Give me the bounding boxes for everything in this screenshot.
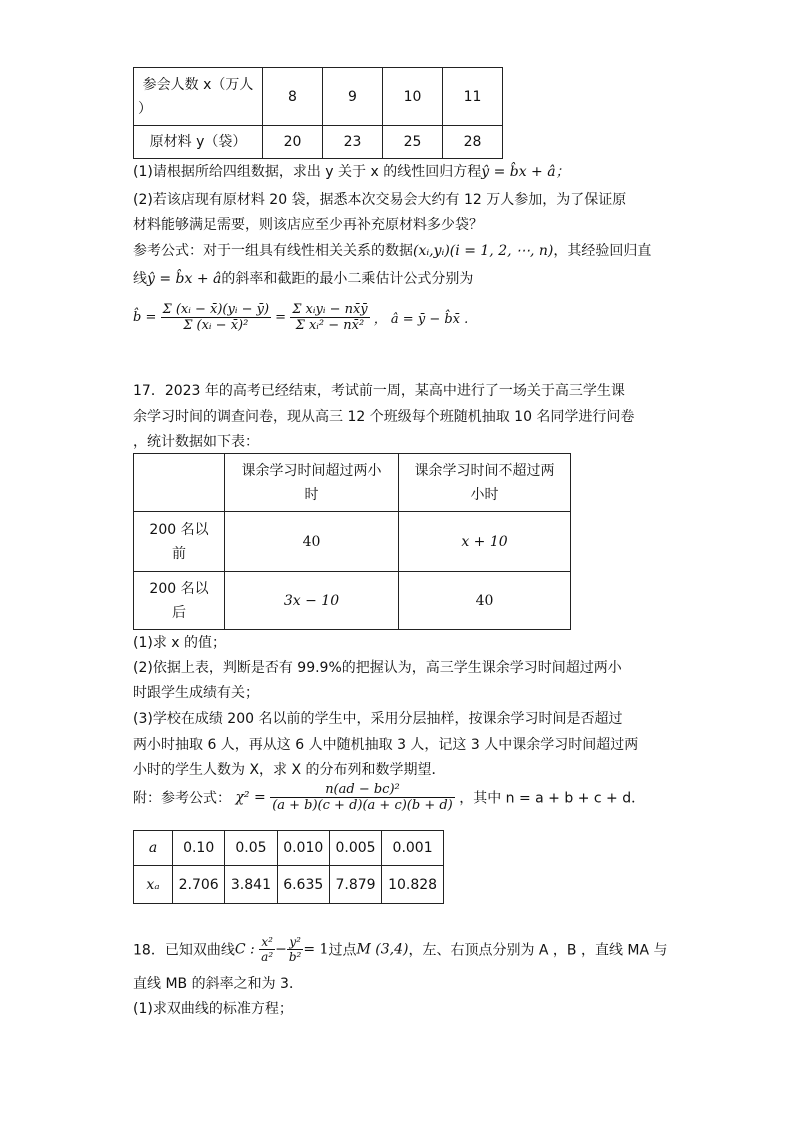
least-squares-formula (133, 302, 468, 333)
hyperbola-label: C : (234, 941, 255, 958)
chi-square-tail: ，其中 n = a + b + c + d． (459, 790, 646, 807)
reference-text-tail: 的斜率和截距的最小二乘估计公式分别为 (221, 271, 474, 287)
row-header-text: 200 名以 (149, 580, 209, 597)
table-cell-text: ） (138, 100, 152, 117)
fraction-denominator: Σ xᵢ² − nx̄² (295, 318, 365, 333)
fraction-numerator: Σ (xᵢ − x̄)(yᵢ − ȳ) (162, 302, 270, 317)
table-row (134, 68, 503, 126)
x-squared-fraction (259, 935, 275, 964)
chi-square-formula (133, 782, 645, 813)
row-header-materials: 原材料 y（袋） (134, 126, 263, 159)
q18-line1 (133, 935, 668, 964)
table-cell: 8 (263, 68, 323, 126)
table-cell: 28 (443, 126, 503, 159)
numerator-expression: xᵢyᵢ − nx̄ȳ (305, 302, 368, 317)
q17-part2-line2: 时跟学生成绩有关； (133, 685, 259, 701)
table-cell: 3x − 10 (225, 572, 399, 630)
q17-line2: 余学习时间的调查问卷，现从高三 12 个班级每个班随机抽取 10 名同学进行问卷 (133, 409, 635, 425)
table-cell: 3.841 (225, 866, 277, 904)
row-header-text: 前 (172, 545, 186, 562)
q17-part3-line2: 两小时抽取 6 人，再从这 6 人中随机抽取 3 人，记这 3 人中课余学习时间超过两 (133, 737, 639, 753)
q16-part2-line2: 材料能够满足需要，则该店应至少再补充原材料多少袋？ (133, 217, 483, 233)
q16-part2-line1: (2)若该店现有原材料 20 袋，据悉本次交易会大约有 12 万人参加，为了保证原 (133, 192, 627, 208)
fraction-numerator: x² (259, 935, 275, 950)
denominator-expression: (xᵢ − x̄)² (196, 318, 249, 333)
table-cell: 0.001 (382, 831, 444, 866)
table-cell-text: 参会人数 x（万人 (142, 76, 254, 93)
data-pairs-formula: (xᵢ,yᵢ)(i = 1, 2, ⋯, n) (413, 243, 554, 259)
point-m: M (3,4) (356, 941, 409, 958)
fraction-numerator: Σ xᵢyᵢ − nx̄ȳ (292, 302, 368, 317)
row-header-top-200 (134, 512, 225, 572)
q16-reference-line1 (133, 239, 651, 263)
numerator-expression: (xᵢ − x̄)(yᵢ − ȳ) (175, 302, 270, 317)
header-text: 课余学习时间超过两小 (241, 462, 382, 479)
header-text: 小时 (470, 486, 499, 503)
table-row (134, 572, 571, 630)
fraction-denominator: b² (288, 950, 302, 964)
q17-part3-line3: 小时的学生人数为 X，求 X 的分布列和数学期望． (133, 762, 446, 778)
row-header-critical-value: xₐ (134, 866, 173, 904)
table-cell: 0.10 (173, 831, 225, 866)
q16-reference-line2 (133, 267, 473, 291)
equals-sign: = (275, 310, 287, 325)
table-cell: 40 (399, 572, 571, 630)
table-row (134, 454, 571, 512)
q18-text: 过点 (328, 942, 357, 959)
header-text: 课余学习时间不超过两 (414, 462, 555, 479)
minus-sign: − (275, 941, 287, 958)
regression-formula: ŷ = b̂x + â； (481, 164, 570, 180)
b-hat-fraction-1 (161, 302, 272, 333)
table-cell: 20 (263, 126, 323, 159)
column-header-not-over-two-hours (399, 454, 571, 512)
fraction-numerator: n(ad − bc)² (270, 782, 455, 798)
q16-part1-text: (1)请根据所给四组数据，求出 y 关于 x 的线性回归方程 (133, 164, 482, 180)
q18-line2: 直线 MB 的斜率之和为 3． (133, 976, 303, 992)
q18-text: 18．已知双曲线 (133, 942, 235, 959)
table-cell: 2.706 (173, 866, 225, 904)
q17-part3-line1: (3)学校在成绩 200 名以前的学生中，采用分层抽样，按课余学习时间是否超过 (133, 711, 623, 727)
b-hat-label: b̂ = (133, 310, 157, 325)
table-cell: 10.828 (382, 866, 444, 904)
reference-label: 附：参考公式： (133, 790, 231, 807)
table-cell: 23 (323, 126, 383, 159)
table-corner-cell (134, 454, 225, 512)
chi-square-fraction (270, 782, 455, 813)
table-row (134, 126, 503, 159)
row-header-participants (134, 68, 263, 126)
regression-line-formula: ŷ = b̂x + â (147, 271, 222, 287)
table-cell: 25 (383, 126, 443, 159)
table-cell: 0.010 (277, 831, 329, 866)
table-cell: 40 (225, 512, 399, 572)
q17-line3: ，统计数据如下表： (133, 434, 259, 450)
table-cell: 0.05 (225, 831, 277, 866)
fraction-numerator: y² (287, 935, 304, 950)
table-row (134, 866, 444, 904)
reference-text-tail: ，其经验回归直 (553, 243, 652, 259)
table-cell: 0.005 (329, 831, 381, 866)
fraction-denominator: a² (261, 950, 274, 964)
row-header-alpha: a (134, 831, 173, 866)
study-time-table (133, 453, 571, 630)
y-squared-fraction (287, 935, 304, 964)
q17-line1: 17．2023 年的高考已经结束，考试前一周，某高中进行了一场关于高三学生课 (133, 383, 625, 399)
q17-part2-line1: (2)依据上表，判断是否有 99.9%的把握认为，高三学生课余学习时间超过两小 (133, 660, 622, 676)
table-cell: 7.879 (329, 866, 381, 904)
row-header-after-200 (134, 572, 225, 630)
row-header-text: 200 名以 (149, 521, 209, 538)
header-text: 时 (304, 486, 319, 503)
table-cell: 11 (443, 68, 503, 126)
table-cell: 6.635 (277, 866, 329, 904)
a-hat-formula: ， â = ȳ − b̂x̄ . (373, 312, 469, 327)
reference-text: 线 (133, 271, 147, 287)
row-header-text: 后 (172, 604, 186, 621)
equation-rhs: = 1 (303, 941, 329, 958)
q18-text-tail: ，左、右顶点分别为 A ，B ，直线 MA 与 (408, 942, 668, 959)
fraction-denominator: Σ (xᵢ − x̄)² (183, 318, 249, 333)
fraction-denominator: (a + b)(c + d)(a + c)(b + d) (272, 798, 453, 813)
q18-part1: (1)求双曲线的标准方程； (133, 1001, 293, 1017)
critical-value-table (133, 830, 444, 904)
reference-text: 参考公式：对于一组具有线性相关关系的数据 (133, 243, 413, 259)
table-cell: 9 (323, 68, 383, 126)
participants-materials-table (133, 67, 503, 159)
b-hat-fraction-2 (290, 302, 369, 333)
table-cell: 10 (383, 68, 443, 126)
q16-part1 (133, 160, 570, 184)
q17-part1: (1)求 x 的值； (133, 635, 227, 651)
chi-square-lhs: χ² = (235, 789, 266, 806)
column-header-over-two-hours (225, 454, 399, 512)
table-row (134, 512, 571, 572)
denominator-expression: xᵢ² − nx̄² (308, 318, 365, 333)
table-cell: x + 10 (399, 512, 571, 572)
table-row (134, 831, 444, 866)
